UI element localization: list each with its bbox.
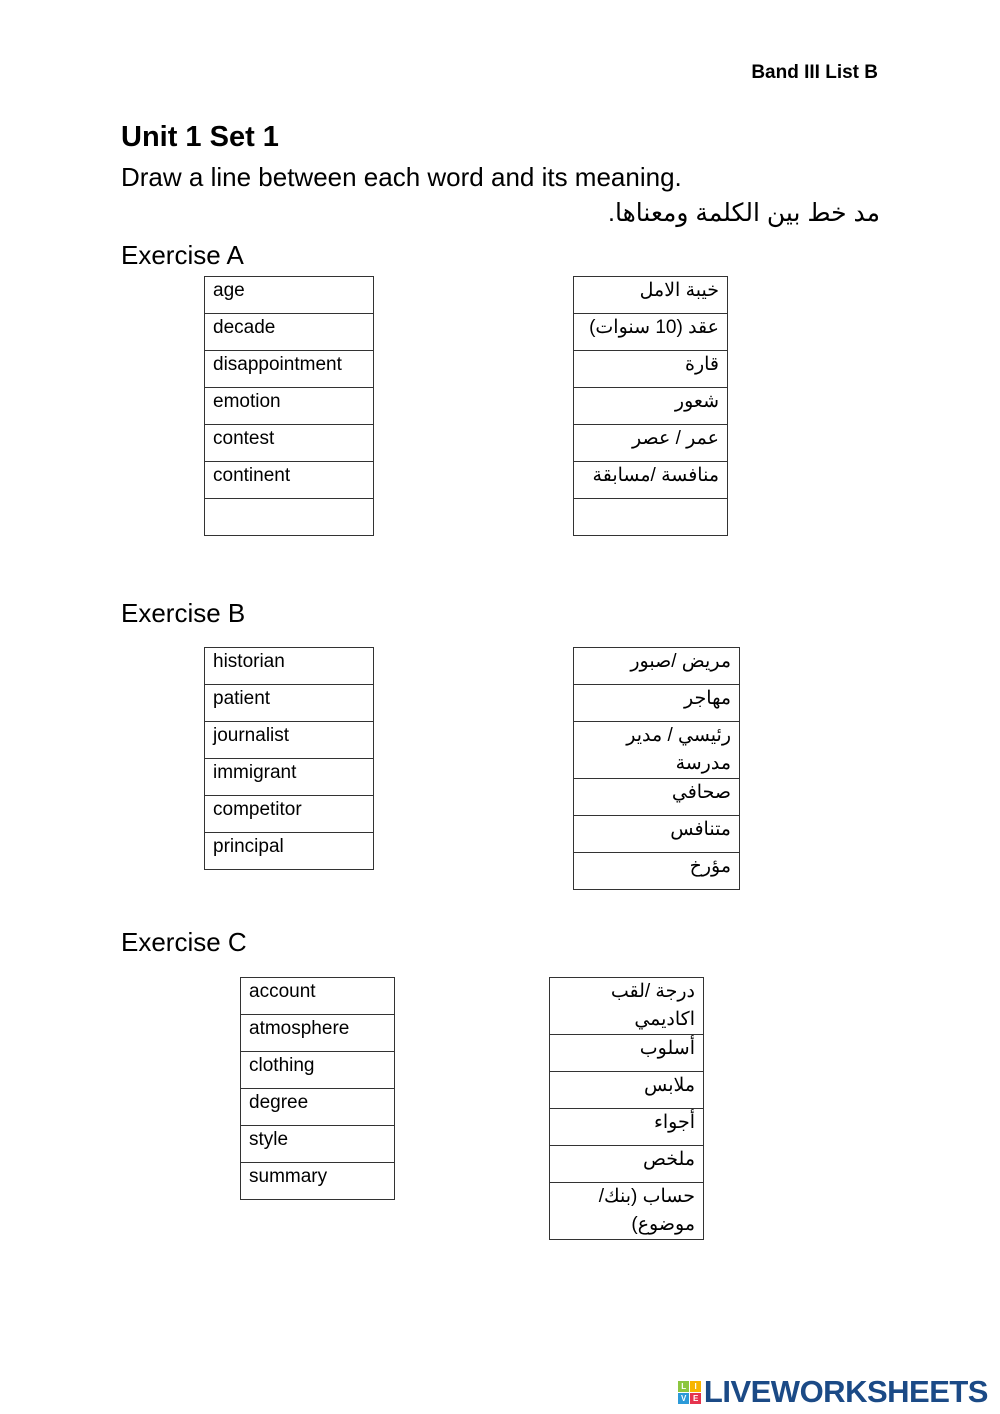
table-row: [574, 314, 728, 351]
instruction-arabic: مد خط بين الكلمة ومعناها.: [608, 199, 880, 227]
table-row: [574, 685, 740, 722]
word-cell[interactable]: clothing: [241, 1052, 395, 1089]
table-row: [574, 816, 740, 853]
meaning-cell[interactable]: مهاجر: [574, 685, 740, 722]
exercise-a-meanings-table: [573, 276, 728, 536]
word-cell[interactable]: atmosphere: [241, 1015, 395, 1052]
table-row: [550, 1183, 704, 1240]
table-row: [205, 462, 374, 499]
meaning-cell[interactable]: عقد (10 سنوات): [574, 314, 728, 351]
word-cell[interactable]: age: [205, 277, 374, 314]
table-row: [205, 277, 374, 314]
table-row: [574, 425, 728, 462]
word-cell[interactable]: [205, 499, 374, 536]
exercise-c-title: Exercise C: [121, 927, 247, 957]
table-row: [241, 1015, 395, 1052]
meaning-cell[interactable]: خيبة الامل: [574, 277, 728, 314]
liveworksheets-logo: [678, 1374, 988, 1410]
word-cell[interactable]: decade: [205, 314, 374, 351]
exercise-c-words-table: [240, 977, 395, 1200]
exercise-a-title: Exercise A: [121, 240, 244, 270]
word-cell[interactable]: degree: [241, 1089, 395, 1126]
table-row: [550, 1146, 704, 1183]
table-row: [574, 853, 740, 890]
word-cell[interactable]: account: [241, 978, 395, 1015]
exercise-c-meanings-table: [549, 977, 704, 1240]
logo-tile: I: [690, 1381, 701, 1392]
band-label: Band III List B: [751, 62, 878, 83]
page-title: Unit 1 Set 1: [121, 121, 279, 153]
table-row: [574, 779, 740, 816]
table-row: [574, 351, 728, 388]
meaning-cell[interactable]: عمر / عصر: [574, 425, 728, 462]
meaning-cell[interactable]: أسلوب: [550, 1035, 704, 1072]
word-cell[interactable]: immigrant: [205, 759, 374, 796]
exercise-b-words-table: [204, 647, 374, 870]
table-row: [241, 1163, 395, 1200]
meaning-cell[interactable]: صحافي: [574, 779, 740, 816]
table-row: [205, 648, 374, 685]
meaning-cell[interactable]: متنافس: [574, 816, 740, 853]
meaning-cell[interactable]: رئيسي / مدير مدرسة: [574, 722, 740, 779]
logo-icon: [678, 1381, 701, 1404]
table-row: [550, 1035, 704, 1072]
table-row: [205, 388, 374, 425]
word-cell[interactable]: patient: [205, 685, 374, 722]
exercise-b-meanings-table: [573, 647, 740, 890]
table-row: [205, 351, 374, 388]
logo-text: LIVEWORKSHEETS: [703, 1374, 988, 1409]
logo-tile: L: [678, 1381, 689, 1392]
exercise-a-words-table: [204, 276, 374, 536]
table-row: [205, 685, 374, 722]
table-row: [205, 833, 374, 870]
table-row: [574, 499, 728, 536]
table-row: [241, 1089, 395, 1126]
table-row: [241, 978, 395, 1015]
meaning-cell[interactable]: منافسة /مسابقة: [574, 462, 728, 499]
meaning-cell[interactable]: شعور: [574, 388, 728, 425]
word-cell[interactable]: emotion: [205, 388, 374, 425]
word-cell[interactable]: competitor: [205, 796, 374, 833]
table-row: [550, 1072, 704, 1109]
table-row: [574, 388, 728, 425]
table-row: [205, 759, 374, 796]
meaning-cell[interactable]: ملابس: [550, 1072, 704, 1109]
table-row: [574, 462, 728, 499]
meaning-cell[interactable]: حساب (بنك/موضوع): [550, 1183, 704, 1240]
table-row: [574, 648, 740, 685]
meaning-cell[interactable]: قارة: [574, 351, 728, 388]
table-row: [574, 277, 728, 314]
word-cell[interactable]: contest: [205, 425, 374, 462]
logo-tile: V: [678, 1393, 689, 1404]
meaning-cell[interactable]: درجة /لقب اكاديمي: [550, 978, 704, 1035]
word-cell[interactable]: principal: [205, 833, 374, 870]
table-row: [205, 796, 374, 833]
word-cell[interactable]: disappointment: [205, 351, 374, 388]
table-row: [574, 722, 740, 779]
word-cell[interactable]: summary: [241, 1163, 395, 1200]
meaning-cell[interactable]: مريض /صبور: [574, 648, 740, 685]
word-cell[interactable]: style: [241, 1126, 395, 1163]
table-row: [205, 314, 374, 351]
table-row: [241, 1052, 395, 1089]
table-row: [241, 1126, 395, 1163]
logo-tile: E: [690, 1393, 701, 1404]
word-cell[interactable]: historian: [205, 648, 374, 685]
meaning-cell[interactable]: [574, 499, 728, 536]
meaning-cell[interactable]: أجواء: [550, 1109, 704, 1146]
instruction: Draw a line between each word and its meaning.: [121, 162, 682, 192]
word-cell[interactable]: continent: [205, 462, 374, 499]
meaning-cell[interactable]: مؤرخ: [574, 853, 740, 890]
table-row: [205, 425, 374, 462]
table-row: [205, 722, 374, 759]
exercise-b-title: Exercise B: [121, 598, 246, 628]
table-row: [550, 978, 704, 1035]
word-cell[interactable]: journalist: [205, 722, 374, 759]
table-row: [550, 1109, 704, 1146]
meaning-cell[interactable]: ملخص: [550, 1146, 704, 1183]
table-row: [205, 499, 374, 536]
